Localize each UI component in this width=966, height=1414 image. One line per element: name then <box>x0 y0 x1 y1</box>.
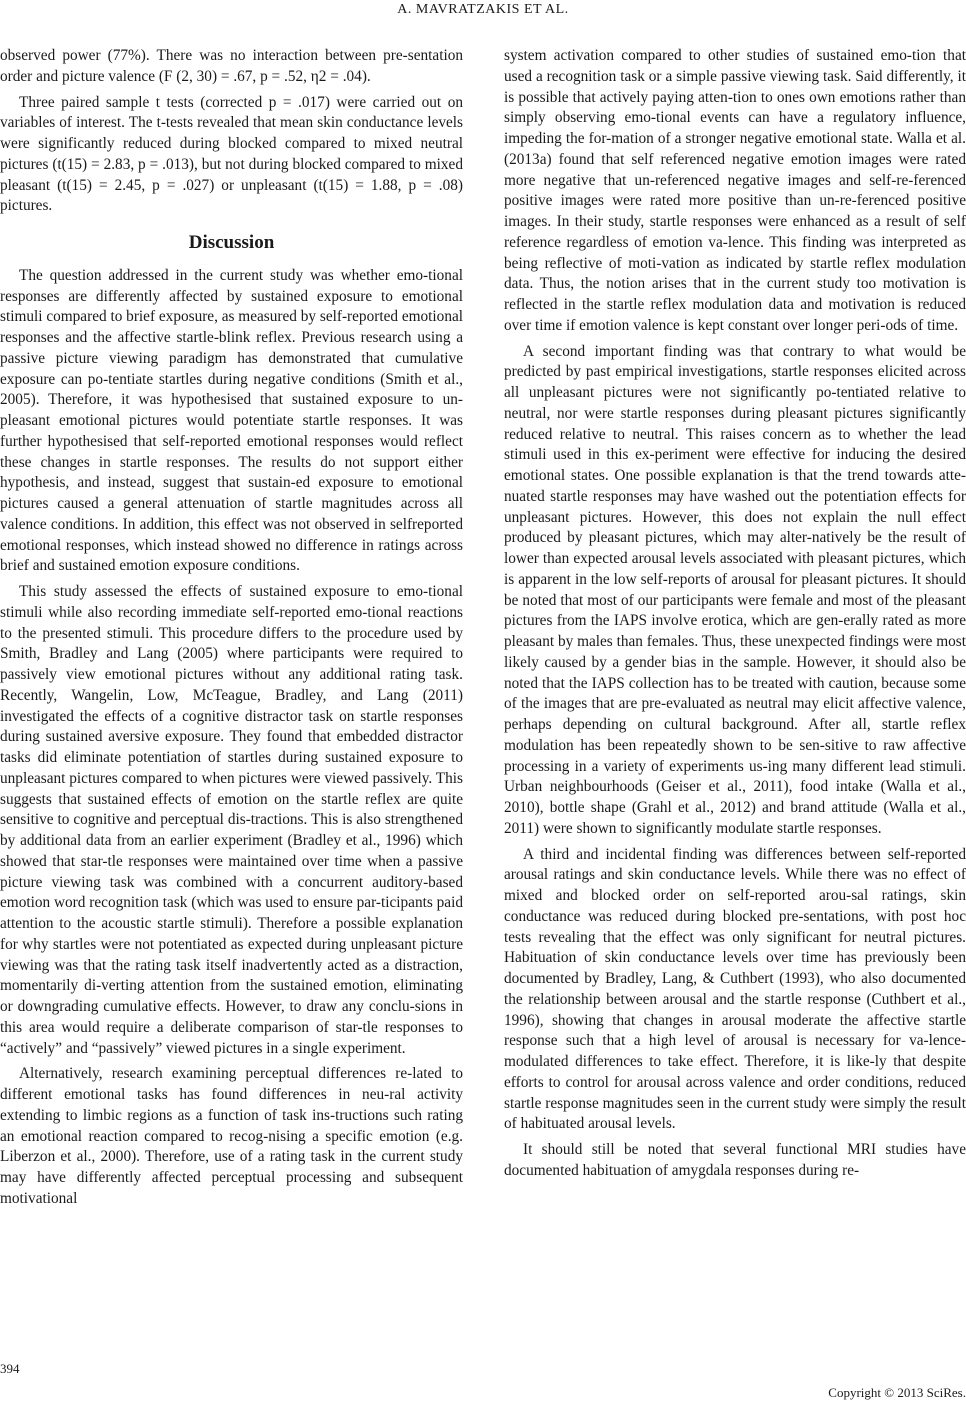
paragraph: Alternatively, research examining perceptual differences re-lated to different emotional tasks has found differences in neu-ral activity extending to limbic regions as a function of task ins-tructions such rating an emotional reaction compared to recog-nising a specific emotion (e.g. Liberzon et al., 2000). Therefore, use of a rating task in the current study may have differently affected perceptual processing and subsequent motivational <box>0 1065 463 1207</box>
paragraph: A second important finding was that contrary to what would be predicted by past empirical investigations, startle responses elicited across all unpleasant pictures were not significantly po-tentiated relative to neutral, nor were startle responses during pleasant pictures significantly reduced relative to neutral. This raises concern as to whether the lead stimuli used in this ex-periment were effective for inducing the desired emotional states. One possible explanation is that the trend towards atte-nuated startle responses may have washed out the potentiation effects for unpleasant pictures. However, this does not explain the null effect produced by pleasant pictures, which may alter-natively be the result of lower than expected arousal levels associated with pleasant pictures, which is apparent in the low self-reports of arousal for pleasant pictures. It should be noted that most of our participants were female and most of the pleasant pictures from the IAPS involve erotica, which are gen-erally rated as more pleasant by males than females. Thus, these unexpected findings were most likely caused by a gender bias in the sample. However, it should also be noted that the IAPS collection has to be treated with caution, because some of the images that are pre-evaluated as neutral may elicit affective valence, perhaps depending on cultural background. After all, startle reflex modulation has been repeatedly shown to be sen-sitive to raw affective processing in a variety of experiments us-ing many different lead stimuli. Urban neighbourhoods (Geiser et al., 2011), food intake (Walla et al., 2010), bottle shape (Grahl et al., 2012) and brand attitude (Walla et al., 2011) were shown to significantly modulate startle responses. <box>504 342 966 837</box>
section-heading: Discussion <box>188 232 275 253</box>
right-column <box>504 46 966 1187</box>
running-head: A. MAVRATZAKIS ET AL. <box>397 2 569 17</box>
paragraph: system activation compared to other studies of sustained emo-tion that used a recognition task or a simple passive viewing task. Said differently, it is possible that actively paying atten-tion to ones own emotions rather than simply observing emo-tional events can have a regulatory influence, impeding the for-mation of a stronger negative emotional state. Walla et al. (2013a) found that self referenced negative emotion images were rated more negative that un-referenced negative images and self-re-ferenced positive images were rated more positive than un-re-ferenced positive images. In their study, startle responses were enhanced as a result of self reference regardless of emotion va-lence. This finding was interpreted as being reflective of moti-vation as indicated by startle reflex modulation data. Thus, the notion arises that in the current study too motivation is reflected in the startle reflex modulation data and motivation is reduced over time if emotion valence is kept constant over longer peri-ods of time. <box>504 47 966 334</box>
page-number: 394 <box>0 1361 20 1376</box>
copyright-notice: Copyright © 2013 SciRes. <box>828 1385 966 1400</box>
left-column <box>0 46 463 1215</box>
paragraph: It should still be noted that several functional MRI studies have documented habituation of amygdala responses during re- <box>504 1141 966 1179</box>
paragraph: The question addressed in the current study was whether emo-tional responses are differently affected by sustained exposure to emotional stimuli compared to brief exposure, as measured by self-reported emotional responses and the affective startle-blink reflex. Previous research using a passive picture viewing paradigm has demonstrated that cumulative exposure can po-tentiate startles during negative conditions (Smith et al., 2005). Therefore, it was hypothesised that sustained exposure to un-pleasant emotional pictures would potentiate startle responses. It was further hypothesised that self-reported emotional responses would reflect these changes in startle responses. The results do not support either hypothesis, and instead, suggest that sustain-ed exposure to emotional pictures caused a general attenuation of startle magnitudes across all valence conditions. In addition, this effect was not observed in selfreported emotional responses, which instead showed no difference in ratings across brief and sustained emotion exposure conditions. <box>0 266 464 575</box>
paragraph: observed power (77%). There was no interaction between pre-sentation order and picture valence (F (2, 30) = .67, p = .52, η2 = .04). <box>0 47 463 85</box>
paragraph: A third and incidental finding was differences between self-reported arousal ratings and skin conductance levels. While there was no effect of mixed and blocked order on self-reported arou-sal ratings, skin conductance was reduced during blocked pre-sentations, with post hoc tests revealing that the effect was only significant for neutral pictures. Habituation of skin conductance levels over time has previously been documented by Bradley, Lang, & Cuthbert (1993), who also documented the relationship between arousal and the startle response (Cuthbert et al., 1996), showing that changes in arousal moderate the affective startle response such that a high level of arousal is necessary for va-lence-modulated differences to take effect. Therefore, it is like-ly that despite efforts to control for arousal across valence and order conditions, reduced startle response magnitudes seen in the current study were simply the result of habituated arousal levels. <box>504 845 966 1133</box>
paragraph: This study assessed the effects of sustained exposure to emo-tional stimuli while also recording immediate self-reported emo-tional reactions to the presented stimuli. This procedure differs to the procedure used by Smith, Bradley and Lang (2005) where participants were required to passively view emotional pictures without any additional rating task. Recently, Wangelin, Low, McTeague, Bradley, and Lang (2011) investigated the effects of a cognitive distractor task on startle responses during sustained aversive exposure. They found that embedded distractor tasks did eliminate potentiation of startles during sustained exposure to unpleasant pictures compared to when pictures were viewed passively. This suggests that sustained effects of emotion on the startle reflex are quite sensitive to cognitive and perceptual dis-tractions. This is also strengthened by additional data from an earlier experiment (Bradley et al., 1996) which showed that star-tle responses were maintained over time when a passive picture viewing task was combined with a concurrent auditory-based emotion word recognition task (which was used to ensure par-ticipants paid attention to the acoustic startle stimuli). Therefore a possible explanation for why startles were not potentiated as expected during unpleasant picture viewing was that the rating task itself inadvertently acted as a distraction, momentarily di-verting attention from the sustained emotion, eliminating or downgrading cumulative effects. However, to draw any conclu-sions in this area would require a deliberate comparison of star-tle responses to “actively” and “passively” viewed pictures in a single experiment. <box>0 583 463 1057</box>
paragraph: Three paired sample t tests (corrected p = .017) were carried out on variables of interest. The t-tests revealed that mean skin conductance levels were significantly reduced during blocked compared to mixed neutral pictures (t(15) = 2.83, p = .013), but not during blocked compared to mixed pleasant (t(15) = 2.45, p = .027) or unpleasant (t(15) = 1.88, p = .08) pictures. <box>0 93 463 215</box>
